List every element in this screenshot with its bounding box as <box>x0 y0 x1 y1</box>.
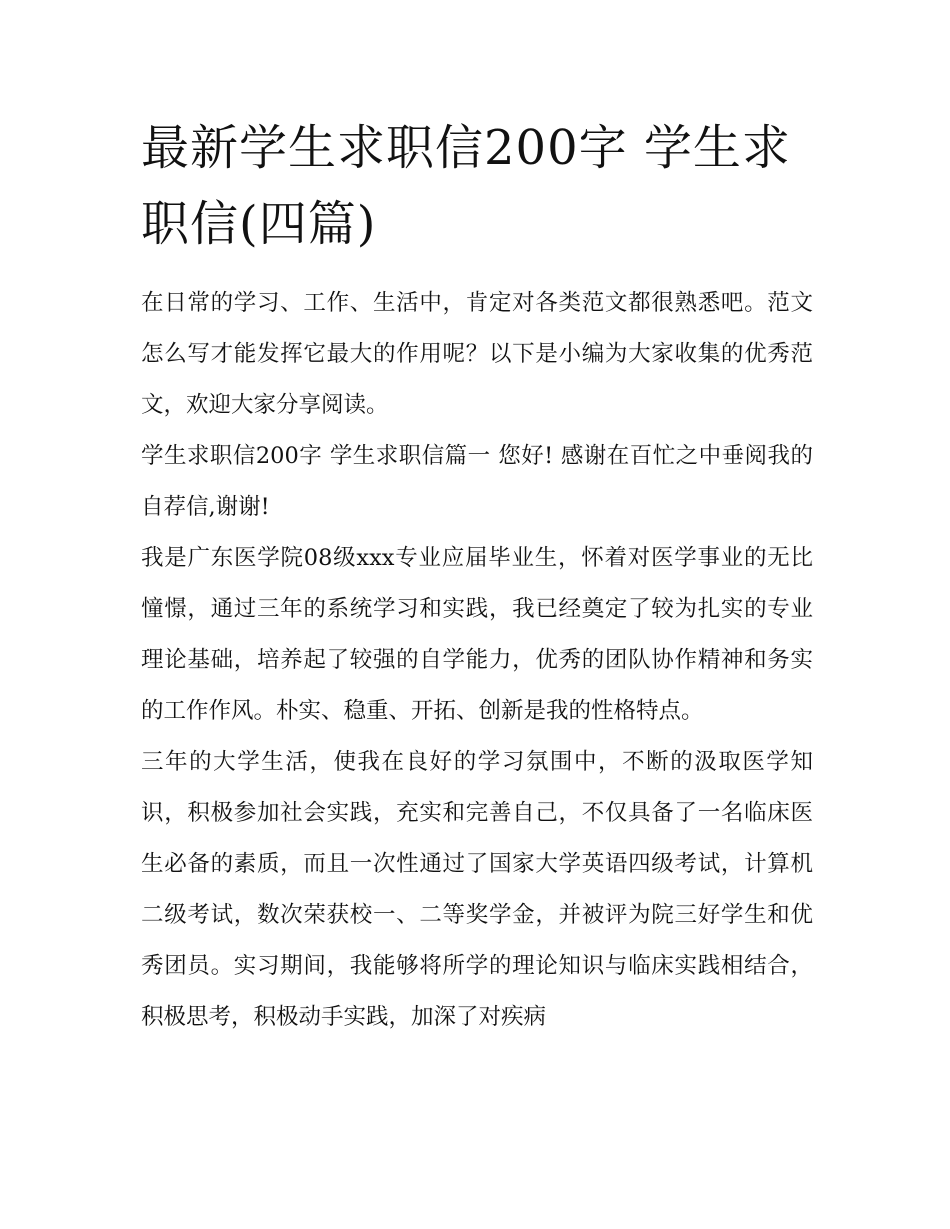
paragraph-greeting: 学生求职信200字 学生求职信篇一 您好! 感谢在百忙之中垂阅我的自荐信,谢谢! <box>141 443 813 520</box>
paragraph-achievements: 三年的大学生活，使我在良好的学习氛围中，不断的汲取医学知识，积极参加社会实践，充实和完善自己，不仅具备了一名临床医生必备的素质，而且一次性通过了国家大学英语四级考试，计算机二级考试，数次荣获校一、二等奖学金，并被评为院三好学生和优秀团员。实习期间，我能够将所学的理论知识与临床实践相结合，积极思考，积极动手实践，加深了对疾病 <box>141 749 813 1030</box>
paragraph-background: 我是广东医学院08级xxx专业应届毕业生，怀着对医学事业的无比憧憬，通过三年的系统学习和实践，我已经奠定了较为扎实的专业理论基础，培养起了较强的自学能力，优秀的团队协作精神和务实的工作作风。朴实、稳重、开拓、创新是我的性格特点。 <box>141 545 813 724</box>
document-page <box>141 110 813 1043</box>
document-title: 最新学生求职信200字 学生求职信(四篇) <box>141 120 791 252</box>
document-body <box>141 278 813 1043</box>
paragraph-intro: 在日常的学习、工作、生活中，肯定对各类范文都很熟悉吧。范文怎么写才能发挥它最大的作用呢？以下是小编为大家收集的优秀范文，欢迎大家分享阅读。 <box>141 290 813 418</box>
